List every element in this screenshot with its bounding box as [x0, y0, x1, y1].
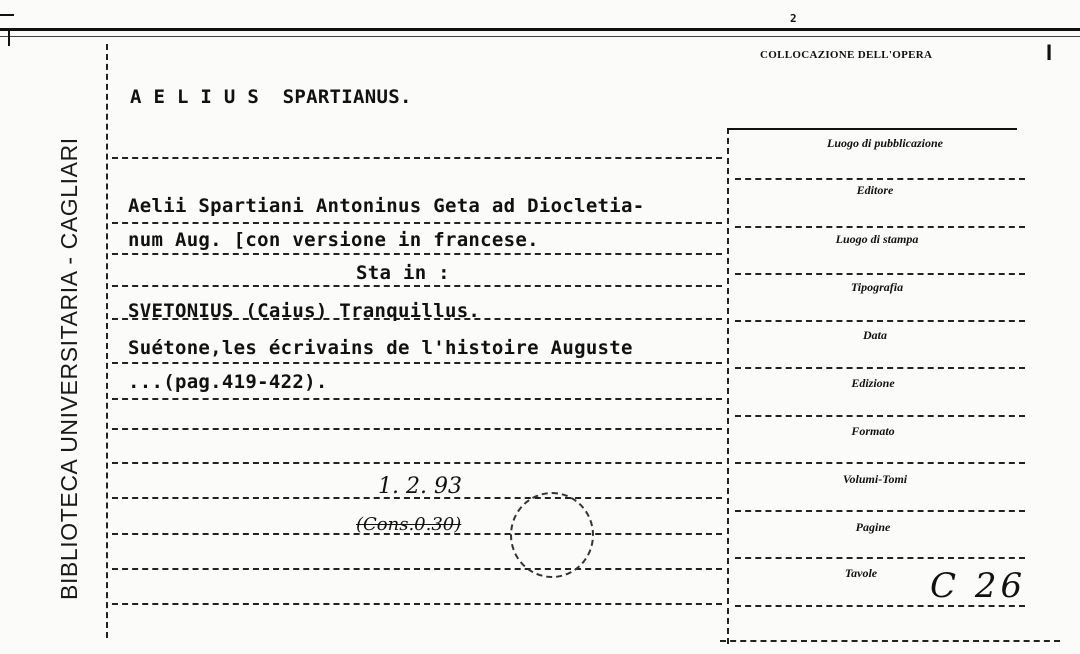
handwritten-cons: (Cons.0.30) — [356, 514, 462, 535]
field-luogo-pubblicazione: Luogo di pubblicazione — [826, 136, 943, 150]
rule-line — [112, 428, 722, 430]
left-margin-rule — [106, 44, 108, 638]
rule-line — [112, 222, 722, 224]
left-tab-vert — [8, 28, 10, 46]
field-rule — [735, 557, 1025, 559]
rule-line — [112, 603, 722, 605]
source-author: SVETONIUS (Caius) Tranquillus. — [128, 300, 481, 322]
rule-line — [112, 462, 722, 464]
rule-line — [112, 253, 722, 255]
field-rule — [735, 320, 1025, 322]
field-tavole: Tavole — [844, 566, 878, 580]
corner-mark: I — [1046, 40, 1053, 65]
field-rule — [735, 367, 1025, 369]
top-rule-thin — [0, 36, 1080, 37]
top-rule — [0, 28, 1080, 31]
rule-line — [112, 568, 722, 570]
field-edizione: Edizione — [851, 376, 895, 390]
rule-line — [112, 362, 722, 364]
field-pagine: Pagine — [855, 520, 891, 534]
field-rule — [735, 462, 1025, 464]
field-luogo-stampa: Luogo di stampa — [835, 232, 919, 246]
rule-line — [112, 285, 722, 287]
page-range: ...(pag.419-422). — [128, 371, 328, 393]
handwritten-shelfmark: C 26 — [930, 566, 1027, 606]
panel-top-rule — [727, 128, 1017, 130]
field-tipografia: Tipografia — [850, 280, 904, 294]
field-data: Data — [863, 328, 887, 342]
field-rule — [735, 273, 1025, 275]
field-rule — [735, 178, 1025, 180]
field-editore: Editore — [856, 183, 894, 197]
top-marker: 2 — [790, 12, 797, 25]
field-rule — [735, 510, 1025, 512]
library-side-label: BIBLIOTECA UNIVERSITARIA - CAGLIARI — [56, 137, 82, 600]
sta-in: Sta in : — [356, 262, 450, 284]
source-title: Suétone,les écrivains de l'histoire Auguste — [128, 337, 633, 359]
left-tab — [0, 14, 14, 16]
field-rule — [735, 415, 1025, 417]
field-formato: Formato — [851, 424, 895, 438]
field-rule — [735, 226, 1025, 228]
title-line-2: num Aug. [con versione in francese. — [128, 229, 539, 251]
collocazione-header: COLLOCAZIONE DELL'OPERA — [760, 49, 933, 61]
rule-line — [112, 398, 722, 400]
handwritten-date: 1. 2. 93 — [378, 474, 462, 499]
library-stamp — [510, 492, 594, 578]
bottom-rule — [720, 640, 1060, 642]
author-heading: A E L I U S SPARTIANUS. — [130, 86, 412, 108]
rule-line — [112, 157, 722, 159]
field-volumi-tomi: Volumi-Tomi — [842, 472, 908, 486]
title-line-1: Aelii Spartiani Antoninus Geta ad Diocletia- — [128, 195, 645, 217]
